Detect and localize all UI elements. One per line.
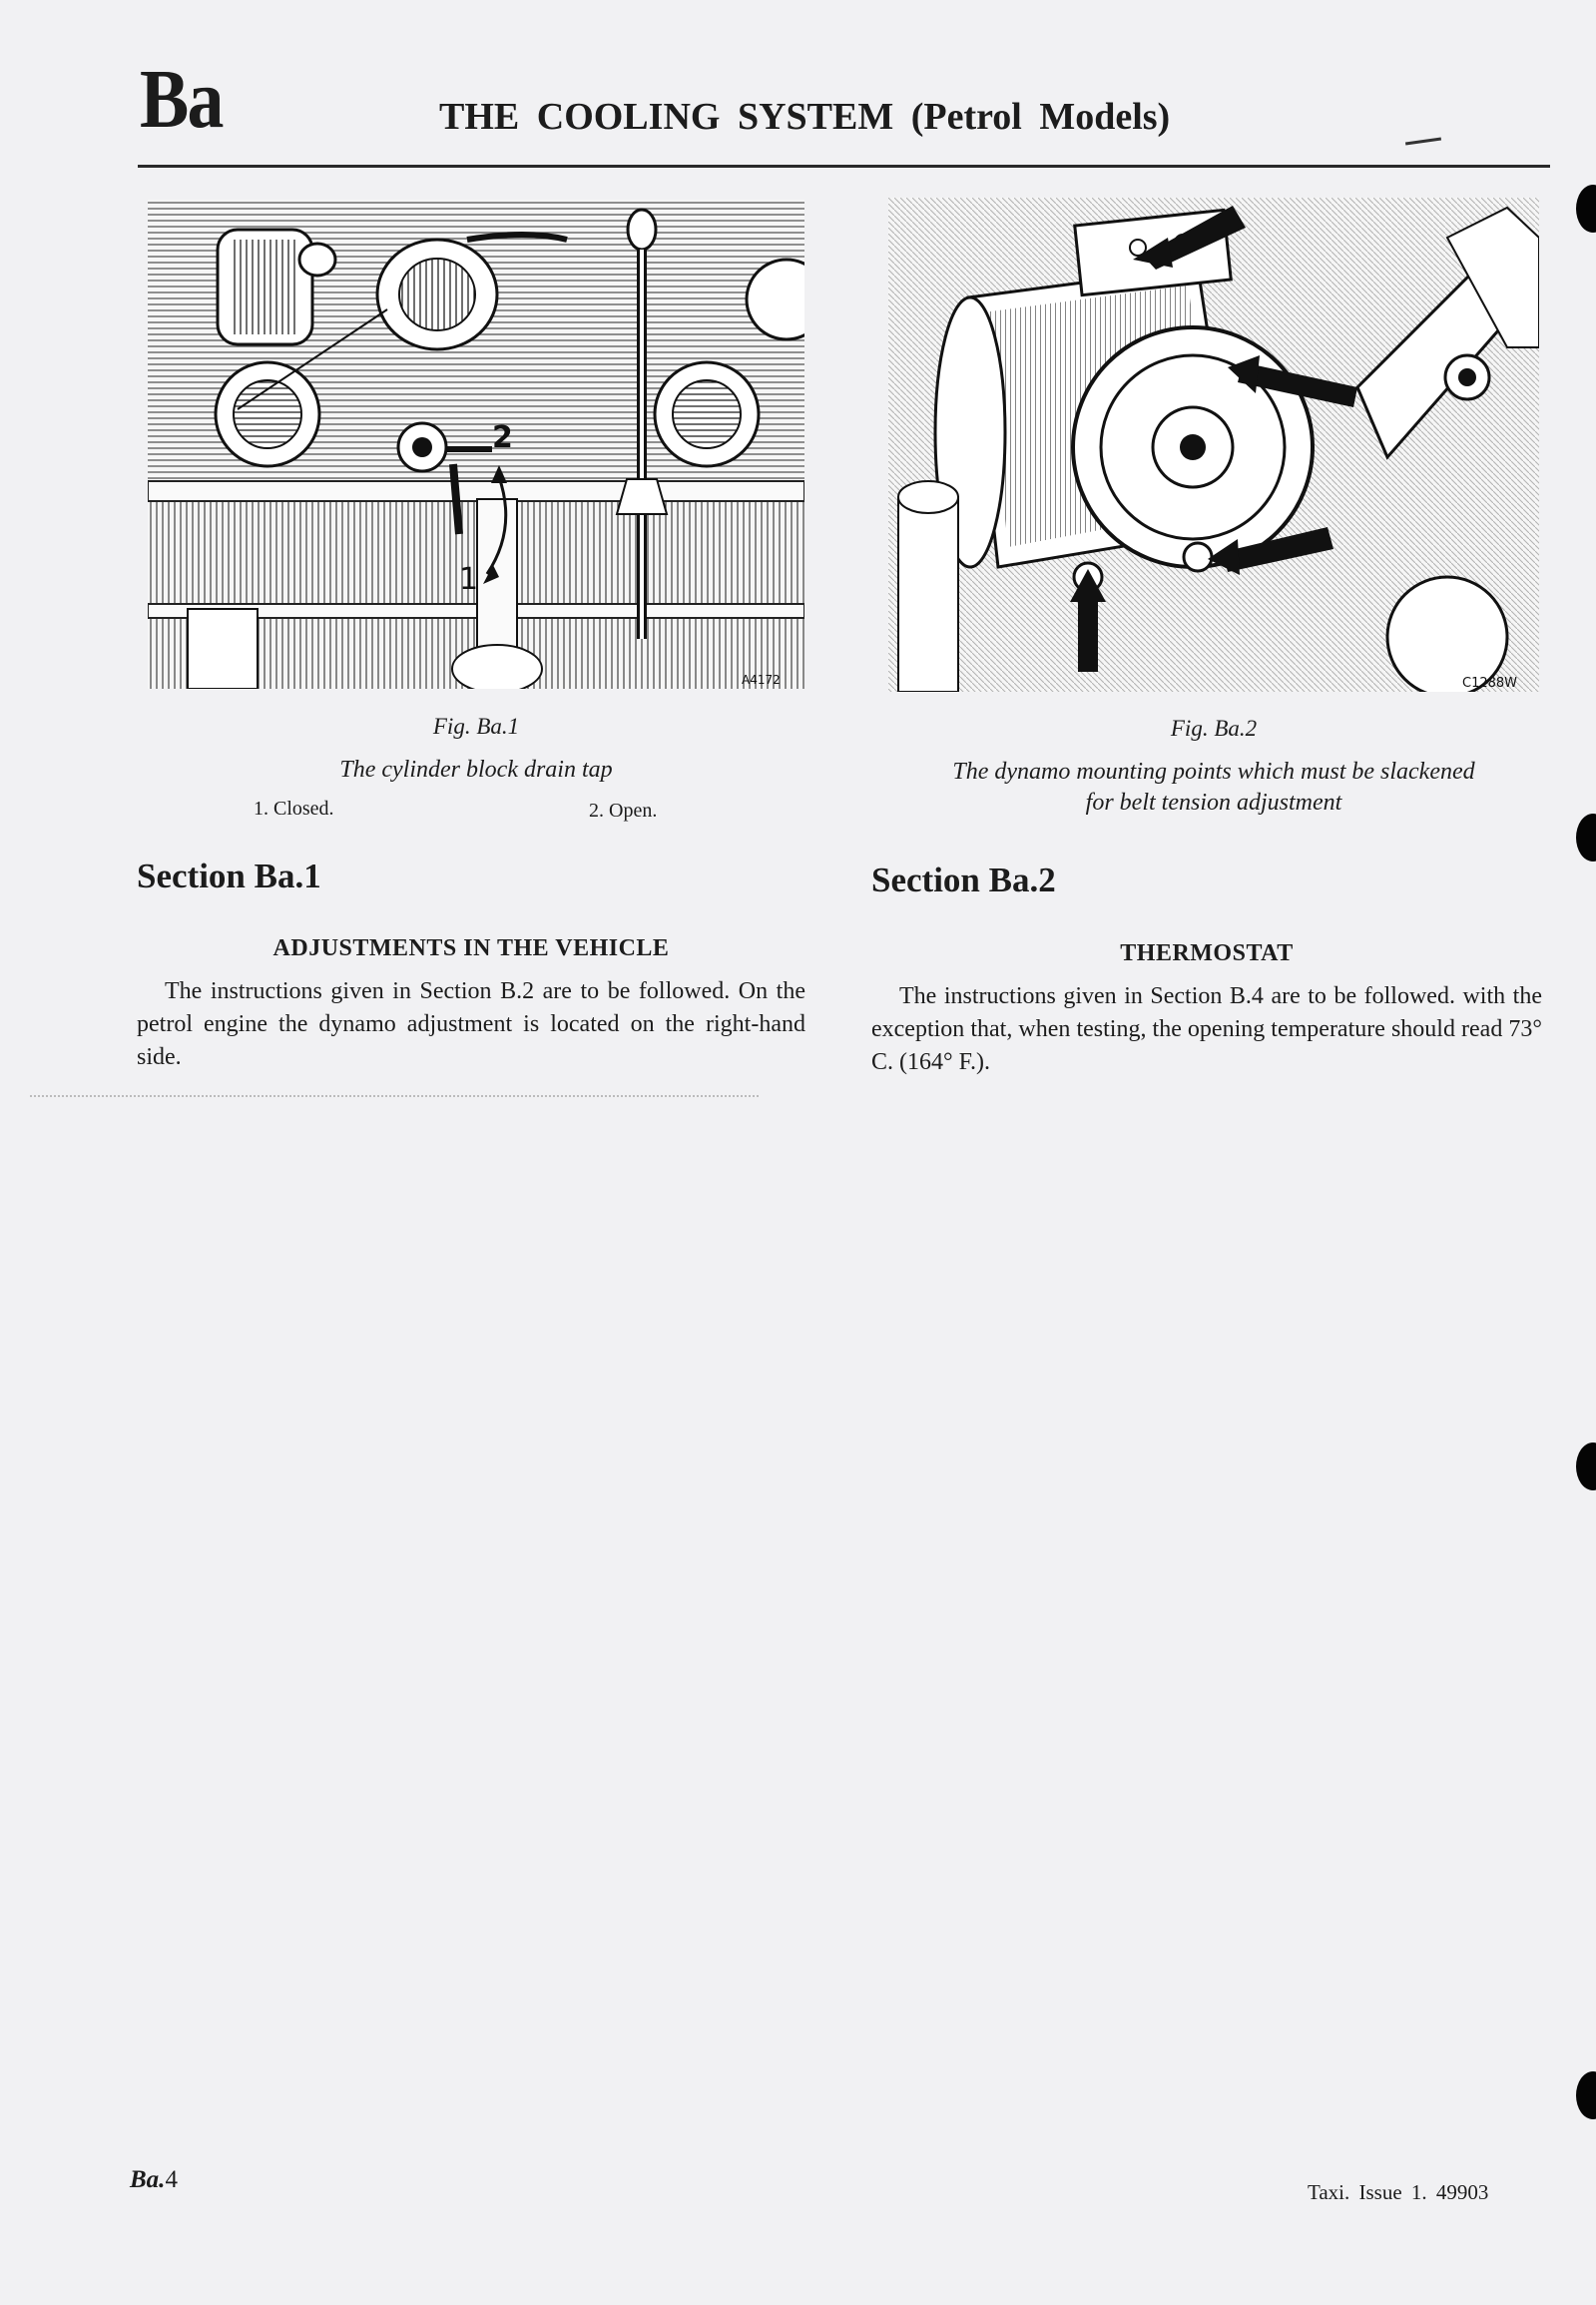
figure-legend-closed: 1. Closed. (254, 798, 334, 820)
section-subheading: THERMOSTAT (1120, 940, 1294, 966)
figure-caption-line: for belt tension adjustment (1085, 790, 1342, 816)
figure-drain-tap-illustration (148, 200, 804, 689)
figure-caption-line: The dynamo mounting points which must be slackened (952, 759, 1475, 785)
issue-info: Taxi. Issue 1. 49903 (1308, 2180, 1489, 2204)
page-prefix: Ba. (130, 2166, 166, 2193)
section-heading: Section Ba.1 (137, 857, 321, 895)
page-title: THE COOLING SYSTEM (Petrol Models) (439, 96, 1171, 138)
binder-hole (1576, 185, 1596, 233)
figure-ref-code: A4172 (742, 673, 781, 687)
figure-number: Fig. Ba.2 (1170, 716, 1258, 741)
figure-legend-open: 2. Open. (589, 800, 658, 822)
section-code: Ba (140, 53, 223, 146)
section-heading: Section Ba.2 (871, 861, 1056, 899)
section-body-text: The instructions given in Section B.4 are to be followed. with the exception that, when testing, the opening temperature should read 73° C. (164° F.). (871, 983, 1542, 1075)
page-number (130, 2166, 178, 2194)
figure-caption (878, 757, 1549, 819)
section-body-text: The instructions given in Section B.2 are to be followed. On the petrol engine the dynamo adjustment is located on the right-hand side. (137, 978, 805, 1070)
page-number-value: 4 (165, 2166, 178, 2193)
figure-ref-code: C1288W (1462, 676, 1518, 691)
header-tick-mark (1405, 138, 1441, 146)
binder-hole (1576, 814, 1596, 862)
figure-caption: The cylinder block drain tap (339, 757, 613, 783)
binder-hole (1576, 2071, 1596, 2119)
figure-dynamo-illustration (888, 198, 1539, 692)
drain-tap-label-closed: 1 (459, 562, 479, 597)
header-rule (138, 165, 1550, 168)
section-subheading: ADJUSTMENTS IN THE VEHICLE (272, 935, 670, 961)
figure-number: Fig. Ba.1 (432, 714, 520, 739)
drain-tap-label-open: 2 (492, 420, 513, 455)
dotted-divider (30, 1095, 759, 1097)
binder-hole (1576, 1442, 1596, 1490)
